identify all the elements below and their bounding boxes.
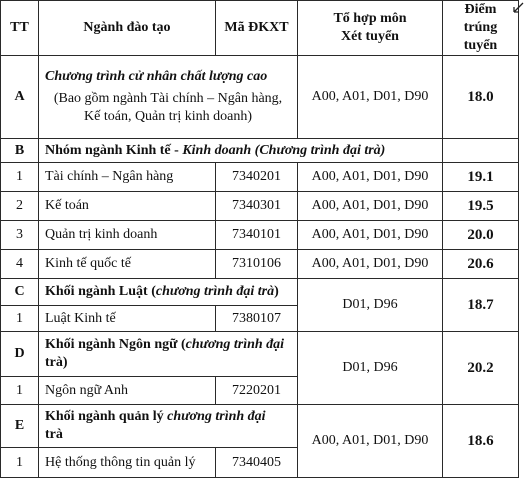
section-d-header-row xyxy=(1,332,519,377)
section-b-empty xyxy=(443,139,519,163)
section-c-tohop: D01, D96 xyxy=(298,279,443,332)
section-a-row xyxy=(1,56,519,139)
section-e-tt: E xyxy=(1,405,39,448)
section-b-title-italic: Kinh doanh (Chương trình đại trà) xyxy=(182,142,386,158)
section-c-title-plain: Khối ngành Luật ( xyxy=(45,284,156,299)
section-a-title: Chương trình cử nhân chất lượng cao xyxy=(45,69,268,84)
section-a-desc-line1: (Bao gồm ngành Tài chính – Ngân hàng, xyxy=(53,91,283,106)
section-c-header-row xyxy=(1,279,519,306)
row-tt: 3 xyxy=(1,221,39,250)
row-nganh: Tài chính – Ngân hàng xyxy=(39,163,216,192)
section-a-tohop: A00, A01, D01, D90 xyxy=(298,56,443,139)
section-d-diem: 20.2 xyxy=(443,332,519,405)
section-c-title-end: ) xyxy=(274,284,279,299)
row-ma: 7220201 xyxy=(216,377,298,405)
row-nganh: Ngôn ngữ Anh xyxy=(39,377,216,405)
section-c-title xyxy=(39,279,298,306)
row-ma: 7310106 xyxy=(216,250,298,279)
row-tt: 1 xyxy=(1,448,39,478)
row-ma: 7340301 xyxy=(216,192,298,221)
row-nganh: Kế toán xyxy=(39,192,216,221)
section-d-title-plain: Khối ngành Ngôn ngữ ( xyxy=(45,337,186,352)
section-c-title-italic: chương trình đại trà xyxy=(155,284,275,299)
section-d-title xyxy=(39,332,298,377)
section-d-tohop: D01, D96 xyxy=(298,332,443,405)
section-d-tt: D xyxy=(1,332,39,377)
header-tohop-line1: Tổ hợp môn xyxy=(333,11,407,26)
header-tohop-line2: Xét tuyển xyxy=(341,29,399,44)
row-nganh: Quản trị kinh doanh xyxy=(39,221,216,250)
row-nganh: Luật Kinh tế xyxy=(39,306,216,332)
row-tt: 1 xyxy=(1,377,39,405)
table-row xyxy=(1,221,519,250)
table-row xyxy=(1,163,519,192)
row-nganh: Hệ thống thông tin quản lý xyxy=(39,448,216,478)
header-ma: Mã ĐKXT xyxy=(216,1,298,56)
row-ma: 7380107 xyxy=(216,306,298,332)
section-d-title-italic: chương trình đại xyxy=(185,337,285,352)
row-tt: 2 xyxy=(1,192,39,221)
section-b-title xyxy=(39,139,443,163)
row-ma: 7340405 xyxy=(216,448,298,478)
row-tohop: A00, A01, D01, D90 xyxy=(298,163,443,192)
section-c-tt: C xyxy=(1,279,39,306)
row-tohop: A00, A01, D01, D90 xyxy=(298,192,443,221)
header-diem xyxy=(443,1,519,56)
row-tohop: A00, A01, D01, D90 xyxy=(298,221,443,250)
row-ma: 7340201 xyxy=(216,163,298,192)
section-a-diem: 18.0 xyxy=(443,56,519,139)
section-e-title-plain: Khối ngành quản lý xyxy=(45,409,168,424)
resize-arrow-icon[interactable] xyxy=(512,2,524,14)
table-row xyxy=(1,250,519,279)
row-diem: 19.5 xyxy=(443,192,519,221)
section-b-header-row xyxy=(1,139,519,163)
header-nganh: Ngành đào tạo xyxy=(39,1,216,56)
section-e-title-italic: chương trình đại xyxy=(167,409,266,424)
header-tt: TT xyxy=(1,1,39,56)
section-e-header-row xyxy=(1,405,519,448)
header-row xyxy=(1,1,519,56)
row-nganh: Kinh tế quốc tế xyxy=(39,250,216,279)
section-b-title-plain: Nhóm ngành Kinh tế - xyxy=(45,142,183,158)
table-row xyxy=(1,192,519,221)
section-e-diem: 18.6 xyxy=(443,405,519,478)
section-c-diem: 18.7 xyxy=(443,279,519,332)
section-b-tt: B xyxy=(1,139,39,163)
section-a-title-cell xyxy=(39,56,298,139)
section-e-tohop: A00, A01, D01, D90 xyxy=(298,405,443,478)
row-diem: 20.6 xyxy=(443,250,519,279)
section-a-desc-line2: Kế toán, Quản trị kinh doanh) xyxy=(84,109,252,124)
section-d-title-line2: trà) xyxy=(45,355,68,370)
row-tt: 1 xyxy=(1,306,39,332)
row-tt: 1 xyxy=(1,163,39,192)
section-a-tt: A xyxy=(1,56,39,139)
row-diem: 19.1 xyxy=(443,163,519,192)
header-diem-line2: trúng xyxy=(463,20,498,35)
section-e-title-line2: trà xyxy=(45,427,63,442)
header-diem-line3: tuyển xyxy=(463,38,498,53)
header-diem-line1: Điểm xyxy=(464,2,497,17)
row-diem: 20.0 xyxy=(443,221,519,250)
section-e-title xyxy=(39,405,298,448)
row-tohop: A00, A01, D01, D90 xyxy=(298,250,443,279)
row-tt: 4 xyxy=(1,250,39,279)
row-ma: 7340101 xyxy=(216,221,298,250)
header-tohop xyxy=(298,1,443,56)
